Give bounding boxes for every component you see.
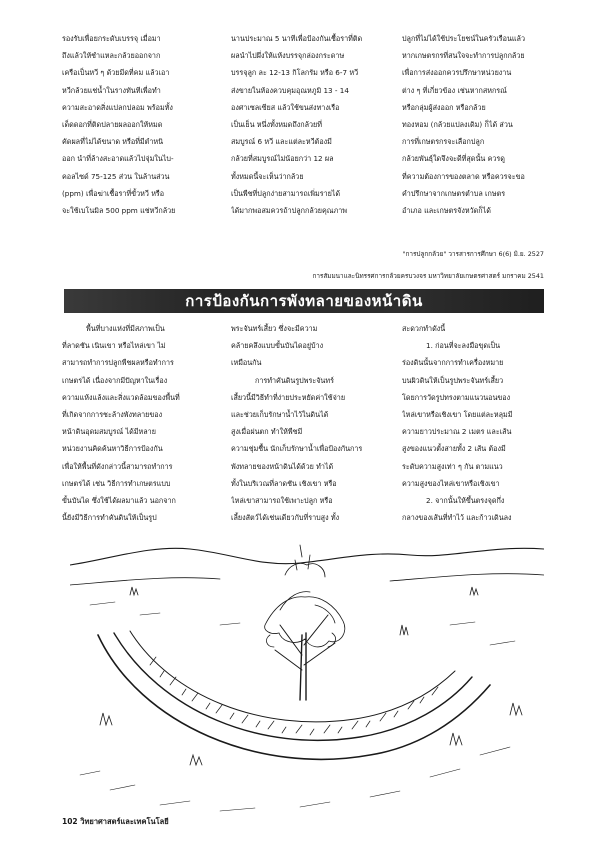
- text-line: ขั้นบันได ซึ่งใช้ได้ผลมาแล้ว นอกจาก: [62, 496, 176, 506]
- text-line: เพื่อให้พื้นที่ดังกล่าวนี้สามารถทำการ: [62, 461, 173, 471]
- text-line: เครือเป็นหวี ๆ ด้วยมีดที่คม แล้วเอา: [62, 68, 170, 78]
- text-line: พื้นที่บางแห่งที่มีสภาพเป็น: [86, 324, 165, 333]
- text-line: เหมือนกัน: [231, 358, 262, 368]
- text-line: หรือกลุ่มผู้ส่งออก หรือกล้วย: [402, 102, 486, 112]
- text-line: นานประมาณ 5 นาทีเพื่อป้องกันเชื้อราที่ติด: [231, 34, 363, 43]
- text-line: หน้าดินอุดมสมบูรณ์ ได้มีหลาย: [62, 427, 156, 437]
- text-line: สมบูรณ์ 6 หวี และแต่ละหวีต้องมี: [231, 137, 332, 147]
- body-column-2: [231, 320, 365, 526]
- text-line: บรรจุลูก ละ 12-13 กิโลกรัม หรือ 6-7 หวี: [231, 68, 359, 78]
- text-line: รองรับเพื่อยกระดับเบรรจุ เมื่อมา: [62, 34, 161, 43]
- text-line: สูงของแนวตั้งสายทั้ง 2 เส้น ต้องมี: [402, 444, 506, 454]
- text-line: สามารถทำการปลูกพืชผลหรือทำการ: [62, 358, 174, 368]
- text-line: เป็นเย็น หนึ่งทั้งหมดถึงกล้วยที่: [231, 120, 322, 130]
- text-line: ปลูกที่ไม่ได้ใช้ประโยชน์ในครัวเรือนแล้ว: [402, 34, 525, 43]
- text-line: ความสะอาดสิ่งแปลกปลอม พร้อมทั้ง: [62, 102, 173, 112]
- page-footer: 102 วิทยาศาสตร์และเทคโนโลยี: [62, 817, 169, 826]
- text-line: หน่วยงานคิดค้นหาวิธีการป้องกัน: [62, 444, 163, 454]
- text-line: กลางของเส้นที่ทำไว้ และก้าวเดินลง: [402, 513, 512, 523]
- text-line: (ppm) เพื่อฆ่าเชื้อราที่ขั้วหวี หรือ: [62, 188, 165, 198]
- top-column-1: [62, 30, 200, 219]
- text-line: คัดผลที่ไม่ได้ขนาด หรือที่มีตำหนิ: [62, 137, 164, 147]
- text-line: ร่องดินนั้นจากการทำเครื่องหมาย: [402, 358, 504, 368]
- text-line: ที่เกิดจากการชะล้างพังทลายของ: [62, 410, 163, 420]
- text-line: หากเกษตรกรที่สนใจจะทำการปลูกกล้วย: [402, 51, 525, 61]
- text-line: ที่ลาดชัน เนินเขา หรือไหล่เขา ไม่: [62, 341, 166, 351]
- text-line: องศาเซลเซียส แล้วใช้ขนส่งทางเรือ: [231, 102, 340, 112]
- text-line: ทั้งหมดนี้จะเห็นว่ากล้วย: [231, 171, 304, 181]
- section-title: การป้องกันการพังทลายของหน้าดิน: [185, 292, 423, 310]
- text-line: บนผิวดินให้เป็นรูปพระจันทร์เสี้ยว: [402, 375, 504, 385]
- text-line: ความชุ่มชื้น นักเก็บรักษาน้ำเพื่อป้องกันการ: [231, 444, 363, 454]
- text-line: เลี้ยงสัตว์ได้เช่นเดียวกับที่ราบสูง ทั้ง: [231, 513, 340, 523]
- text-line: 2. จากนั้นให้ขึ้นตรงจุดกึ่ง: [426, 496, 505, 506]
- text-line: ที่ความต้องการของตลาด หรือควรจะขอ: [402, 171, 525, 181]
- text-line: หวีกล้วยแช่น้ำในรางทันทีเพื่อทำ: [62, 85, 161, 95]
- text-line: และช่วยเก็บรักษาน้ำไว้ในดินได้: [231, 410, 329, 420]
- text-line: พังทลายของหน้าดินได้ด้วย ทำได้: [231, 461, 334, 471]
- text-line: ต่าง ๆ ที่เกี่ยวข้อง เช่นหากสหกรณ์: [402, 85, 507, 95]
- text-line: เสี้ยวนี้มีวิธีทำที่ง่ายประหยัดค่าใช้จ่าย: [231, 392, 346, 402]
- text-line: ผลนำไปผึ่งให้แห้งบรรจุกล่องกระดาษ: [231, 51, 345, 61]
- text-line: สูงเมื่อฝนตก ทำให้พืชมี: [231, 427, 303, 437]
- text-line: นี้ยังมีวิธีการทำคันดินให้เป็นรูป: [62, 513, 157, 523]
- crescent-embankment-illustration: [70, 515, 544, 825]
- section-title-banner: [64, 289, 544, 313]
- text-line: เด็ดดอกที่ติดปลายผลออกให้หมด: [62, 120, 163, 130]
- text-line: ระดับความสูงเท่า ๆ กัน ตามแนว: [402, 461, 503, 471]
- text-line: ความแห้งแล้งและสิ่งแวดล้อมของพื้นที่: [62, 392, 180, 402]
- text-line: พระจันทร์เสี้ยว ซึ่งจะมีความ: [231, 324, 318, 333]
- text-line: สะดวกทำดังนี้: [402, 324, 446, 333]
- text-line: กล้วยที่สมบูรณ์ไม่น้อยกว่า 12 ผล: [231, 154, 334, 164]
- text-line: เกษตรได้ เนื่องจากมีปัญหาในเรื่อง: [62, 375, 168, 385]
- text-line: ความยาวประมาณ 2 เมตร และเส้น: [402, 427, 512, 437]
- text-line: 1. ก่อนที่จะลงมือขุดเป็น: [426, 341, 501, 351]
- text-line: คอลไซด์ 75-125 ส่วน ในล้านส่วน: [62, 171, 170, 181]
- text-line: จะใช้เบโนมิล 500 ppm แช่หวีกล้วย: [62, 206, 176, 216]
- text-line: เป็นพืชที่ปลูกง่ายสามารถเพิ่มรายได้: [231, 188, 341, 198]
- text-line: ได้มากพอสมควรถ้าปลูกกล้วยคุณภาพ: [231, 206, 347, 216]
- text-line: โดยการวัดรูปทรงตามแนวนอนของ: [402, 392, 511, 402]
- text-line: อำเภอ และเกษตรจังหวัดก็ได้: [402, 206, 491, 216]
- top-column-2: [231, 30, 365, 219]
- text-line: ส่งขายในห้องควบคุมอุณหภูมิ 13 - 14: [231, 85, 349, 95]
- top-column-3: [402, 30, 544, 219]
- text-line: ไหล่เขาหรือเชิงเขา โดยแต่ละหลุมมี: [402, 410, 513, 420]
- reference-2: การสัมมนาและนิทรรศการกล้วยครบวงจร มหาวิทยาลัยเกษตรศาสตร์ มกราคม 2541: [312, 272, 544, 280]
- reference-1: "การปลูกกล้วย" วารสารการศึกษา 6(6) มิ.ย. 2527: [402, 250, 544, 258]
- text-line: ทองหอม (กล้วยแปลงเดิม) ก็ได้ ส่วน: [402, 120, 513, 130]
- text-line: การที่เกษตรกรจะเลือกปลูก: [402, 137, 485, 147]
- body-column-1: [62, 320, 202, 526]
- text-line: เพื่อการส่งออกควรปรึกษาหน่วยงาน: [402, 68, 512, 78]
- text-line: การทำคันดินรูปพระจันทร์: [255, 375, 334, 385]
- text-line: กล้วยพันธุ์ใดจึงจะดีที่สุดนั้น ควรดู: [402, 154, 505, 164]
- text-line: ออก นำที่ล้างสะอาดแล้วไปจุ่มในไบ-: [62, 154, 174, 164]
- text-line: คำปรึกษาจากเกษตรตำบล เกษตร: [402, 188, 506, 198]
- text-line: เกษตรได้ เช่น วิธีการทำเกษตรแบบ: [62, 478, 171, 488]
- text-line: ความสูงของไหล่เขาหรือเชิงเขา: [402, 478, 500, 488]
- body-column-3: [402, 320, 544, 526]
- text-line: ไหล่เขาสามารถใช้เพาะปลูก หรือ: [231, 496, 333, 506]
- text-line: คล้ายคลึงแบบขั้นบันไดอยู่บ้าง: [231, 341, 324, 351]
- text-line: ทั้งในบริเวณที่ลาดชัน เชิงเขา หรือ: [231, 478, 337, 488]
- text-line: ถึงแล้วให้ชำแหละกล้วยออกจาก: [62, 51, 161, 61]
